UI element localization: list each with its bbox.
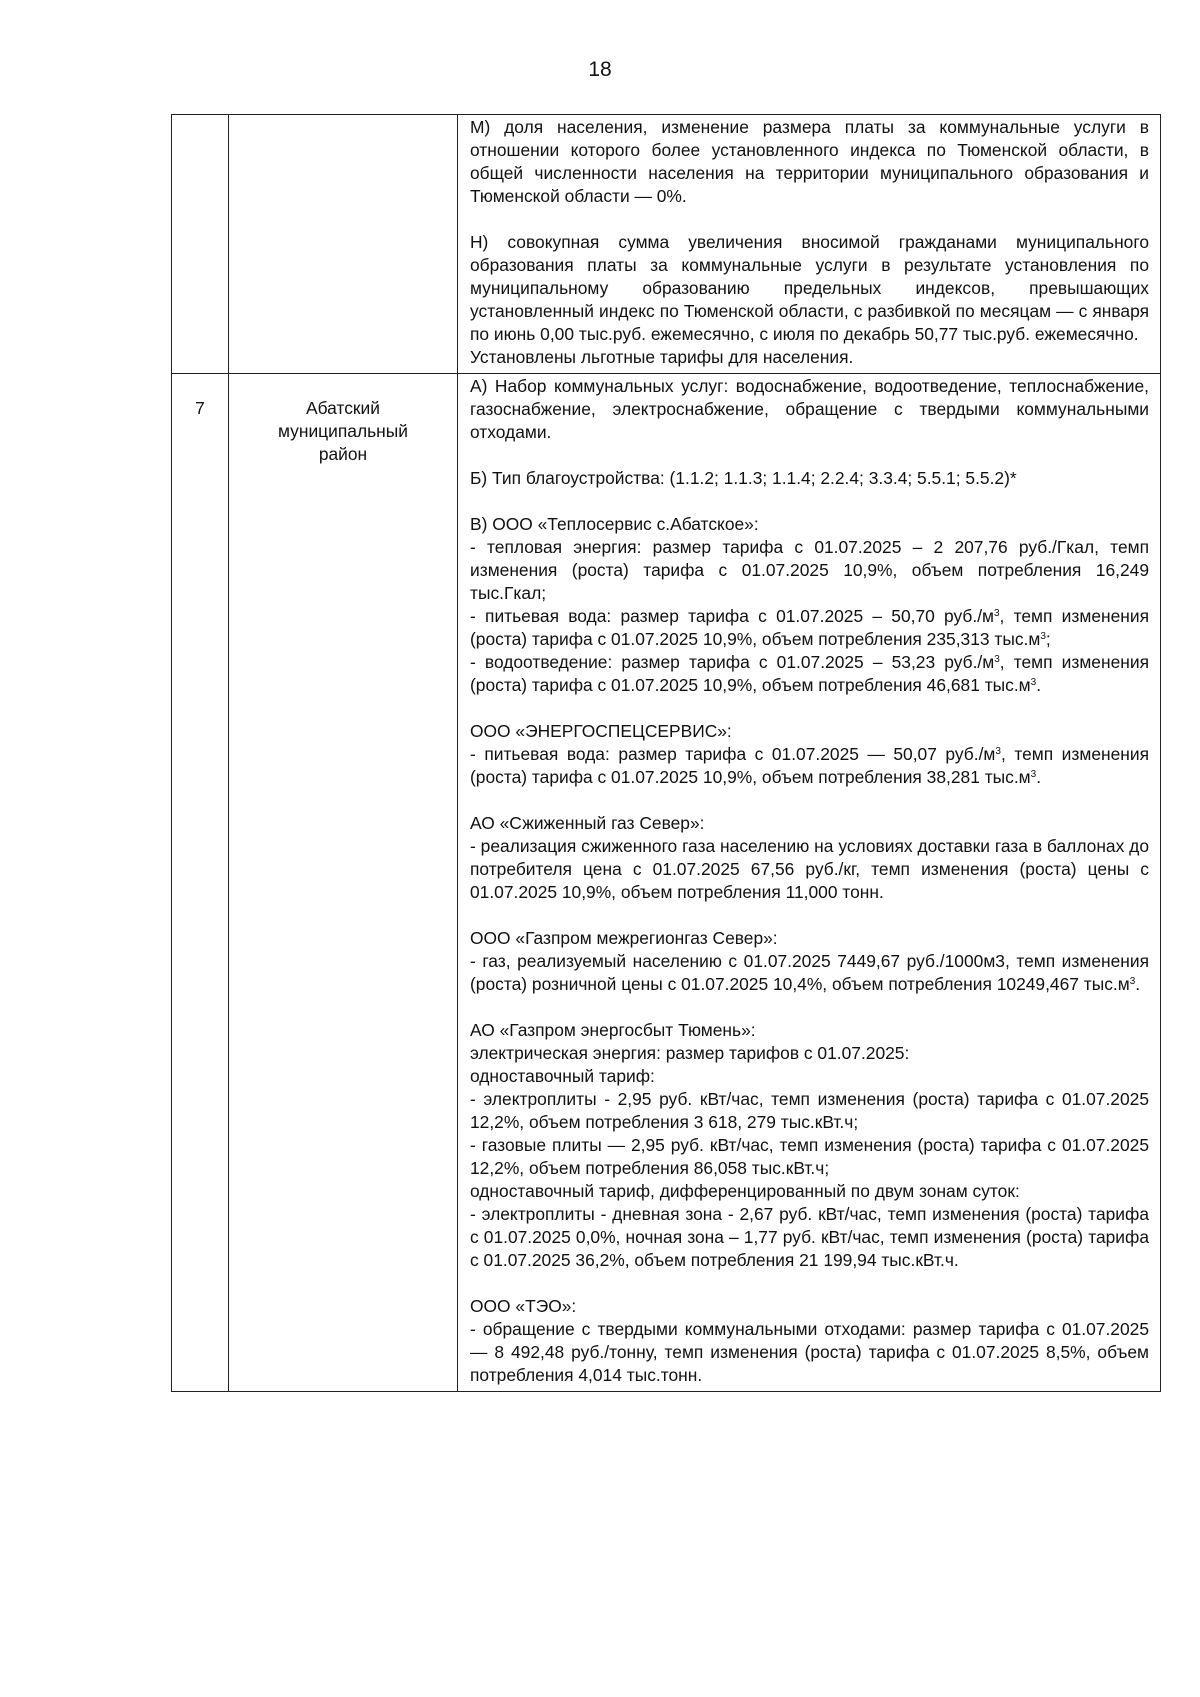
tariff-sewer: - водоотведение: размер тарифа с 01.07.2025 – 53,23 $руб./м^3$, темп изменения (роста) тарифа с 01.07.2025 10,9%, объем потребления 46,681 $тыс.м^3$. — [470, 652, 1149, 695]
tariff-water: - питьевая вода: размер тарифа с 01.07.2025 – 50,70 $руб./м^3$, темп изменения (роста) тарифа с 01.07.2025 10,9%, объем потребления 235,313 $тыс.м^3$; — [470, 606, 1149, 649]
provider-name: АО «Газпром энергосбыт Тюмень»: — [470, 1020, 756, 1040]
tariff-water: - питьевая вода: размер тарифа с 01.07.2025 — 50,07 $руб./м^3$, темп изменения (роста) тарифа с 01.07.2025 10,9%, объем потребления 38,281 $тыс.м^3$. — [470, 744, 1149, 787]
tariff-heat: - тепловая энергия: размер тарифа с 01.07.2025 – 2 207,76 руб./Гкал, темп изменения (роста) тарифа с 01.07.2025 10,9%, объем потребления 16,249 тыс.Гкал; — [470, 537, 1149, 603]
item-n: Н) совокупная сумма увеличения вносимой гражданами муниципального образования платы за коммунальные услуги в результате установления по муниципальному образованию предельных индексов, превышающих установленный индекс по Тюменской области, с разбивкой по месяцам — с января по июнь 0,00 тыс.руб. ежемесячно, с июля по декабрь 50,77 тыс.руб. ежемесячно. — [470, 232, 1149, 344]
benefit-note: Установлены льготные тарифы для населения. — [470, 347, 854, 367]
details-cell — [458, 374, 1161, 1392]
tariff-waste: - обращение с твердыми коммунальными отходами: размер тарифа с 01.07.2025 — 8 492,48 руб./тонну, темп изменения (роста) тарифа с 01.07.2025 8,5%, объем потребления 4,014 тыс.тонн. — [470, 1319, 1149, 1385]
tariff-lpg: - реализация сжиженного газа населению на условиях доставки газа в баллонах до потребителя цена с 01.07.2025 67,56 руб./кг, темп изменения (роста) цены с 01.07.2025 10,9%, объем потребления 11,000 тонн. — [470, 836, 1149, 902]
electricity-two-zone: одноставочный тариф, дифференцированный по двум зонам суток: — [470, 1181, 1020, 1201]
item-m: М) доля населения, изменение размера платы за коммунальные услуги в отношении которого более установленного индекса по Тюменской области, в общей численности населения на территории муниципального образования и Тюменской области — 0%. — [470, 117, 1149, 206]
details-cell — [458, 115, 1161, 374]
provider-name: ООО «Газпром межрегионгаз Север»: — [470, 928, 778, 948]
table-row — [172, 374, 1161, 1392]
item-a: А) Набор коммунальных услуг: водоснабжение, водоотведение, теплоснабжение, газоснабжение, электроснабжение, обращение с твердыми коммунальными отходами. — [470, 376, 1149, 442]
row-number-cell — [172, 115, 229, 374]
district-line: муниципальный — [278, 421, 408, 441]
provider-name: АО «Сжиженный газ Север»: — [470, 813, 705, 833]
table-row — [172, 115, 1161, 374]
item-b: Б) Тип благоустройства: (1.1.2; 1.1.3; 1.1.4; 2.2.4; 3.3.4; 5.5.1; 5.5.2)* — [470, 468, 1017, 488]
tariff-electric-zones: - электроплиты - дневная зона - 2,67 руб. кВт/час, темп изменения (роста) тарифа с 01.07.2025 0,0%, ночная зона – 1,77 руб. кВт/час, темп изменения (роста) тарифа с 01.07.2025 36,2%, объем потребления 21 199,94 тыс.кВт.ч. — [470, 1204, 1149, 1270]
tariff-table — [171, 114, 1161, 1392]
electricity-heading: электрическая энергия: размер тарифов с 01.07.2025: — [470, 1043, 910, 1063]
row-number: 7 — [172, 374, 229, 1392]
tariff-electric-stoves: - электроплиты - 2,95 руб. кВт/час, темп изменения (роста) тарифа с 01.07.2025 12,2%, объем потребления 3 618, 279 тыс.кВт.ч; — [470, 1089, 1149, 1132]
provider-name: В) ООО «Теплосервис с.Абатское»: — [470, 514, 759, 534]
tariff-gas: - газ, реализуемый населению с 01.07.2025 7449,67 руб./1000м3, темп изменения (роста) розничной цены с 01.07.2025 10,4%, объем потребления 10249,467 $тыс.м^3$. — [470, 951, 1149, 994]
provider-name: ООО «ТЭО»: — [470, 1296, 577, 1316]
page-number: 18 — [588, 58, 612, 81]
electricity-single-rate: одноставочный тариф: — [470, 1066, 655, 1086]
provider-name: ООО «ЭНЕРГОСПЕЦСЕРВИС»: — [470, 721, 732, 741]
district-name — [229, 374, 458, 1392]
district-cell — [229, 115, 458, 374]
district-line: Абатский — [306, 398, 380, 418]
district-line: район — [318, 444, 368, 464]
tariff-gas-stoves: - газовые плиты — 2,95 руб. кВт/час, темп изменения (роста) тарифа с 01.07.2025 12,2%, объем потребления 86,058 тыс.кВт.ч; — [470, 1135, 1149, 1178]
